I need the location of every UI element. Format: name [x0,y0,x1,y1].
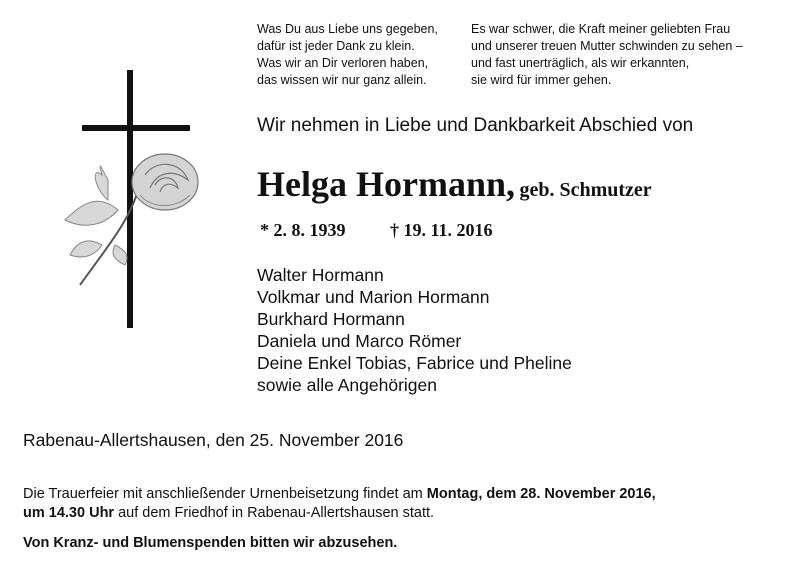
deceased-name: Helga Hormann, [257,164,515,204]
ceremony-text: Die Trauerfeier mit anschließender Urnenbeisetzung findet am [23,486,427,502]
poem-right-line: sie wird für immer gehen. [471,73,612,87]
death-date: † 19. 11. 2016 [390,220,493,240]
poem-left-line: Was wir an Dir verloren haben, [257,56,429,70]
ceremony-date: Montag, dem 28. November 2016, [426,486,656,502]
mourner: Volkmar und Marion Hormann [257,287,490,307]
cross-rose-illustration [60,70,210,335]
mourners-list [257,264,572,396]
poem-right-line: und unserer treuen Mutter schwinden zu sehen – [471,39,743,53]
poem-left-line: Was Du aus Liebe uns gegeben, [257,22,438,36]
mourner: Daniela und Marco Römer [257,331,462,351]
maiden-name: geb. Schmutzer [519,179,652,201]
ceremony-time: um 14.30 Uhr [23,505,115,521]
ceremony-info [23,485,656,523]
poem-left-line: dafür ist jeder Dank zu klein. [257,39,415,53]
poem-right-line: und fast unerträglich, als wir erkannten, [471,56,690,70]
flowers-note: Von Kranz- und Blumenspenden bitten wir abzusehen. [23,535,398,551]
ceremony-location: auf dem Friedhof in Rabenau-Allertshausen statt. [114,505,435,521]
place-and-date: Rabenau-Allertshausen, den 25. November 2016 [23,430,404,450]
mourner: sowie alle Angehörigen [257,375,437,395]
mourner: Deine Enkel Tobias, Fabrice und Pheline [257,353,572,373]
mourner: Burkhard Hormann [257,309,405,329]
intro-line: Wir nehmen in Liebe und Dankbarkeit Abschied von [257,115,694,136]
birth-date: * 2. 8. 1939 [260,220,346,240]
poem-left [257,21,438,89]
poem-right-line: Es war schwer, die Kraft meiner geliebten Frau [471,22,731,36]
deceased-name-line [257,163,652,205]
mourner: Walter Hormann [257,265,384,285]
poem-left-line: das wissen wir nur ganz allein. [257,73,427,87]
life-dates [260,220,493,241]
poem-right [471,21,743,89]
